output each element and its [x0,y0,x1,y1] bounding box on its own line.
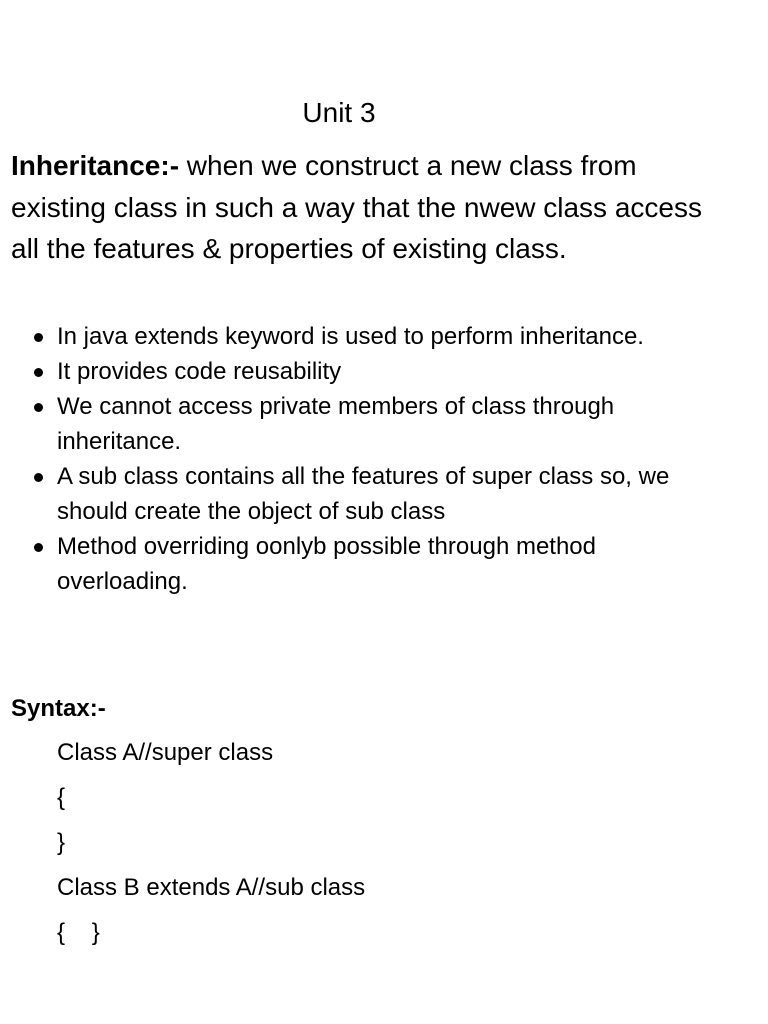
list-item-text: A sub class contains all the features of super class so, we should create the object of sub class [57,463,670,525]
bullet-icon [34,368,43,377]
code-line: { } [57,919,100,946]
bullet-icon [34,333,43,342]
bullet-icon [34,543,43,552]
list-item [0,389,700,459]
bullet-icon [34,403,43,412]
list-item [0,354,700,389]
bullet-list [0,319,700,599]
code-line: } [57,829,66,856]
syntax-heading: Syntax:- [11,695,106,722]
list-item [0,319,700,354]
list-item [0,459,700,529]
page-title: Unit 3 [302,97,376,128]
code-line: Class A//super class [57,739,274,766]
intro-paragraph [11,145,711,270]
list-item-text: We cannot access private members of class through inheritance. [57,393,615,455]
list-item-text: Method overriding oonlyb possible through method overloading. [57,533,597,595]
intro-term: Inheritance:- [11,150,180,181]
list-item-text: It provides code reusability [57,358,342,385]
intro-text: when we construct a new class from existing class in such a way that the nwew class access all the features & properties of existing class. [11,150,702,264]
list-item-text: In java extends keyword is used to perform inheritance. [57,323,644,350]
bullet-icon [34,473,43,482]
code-line: Class B extends A//sub class [57,874,366,901]
list-item [0,529,700,599]
code-line: { [57,784,66,811]
